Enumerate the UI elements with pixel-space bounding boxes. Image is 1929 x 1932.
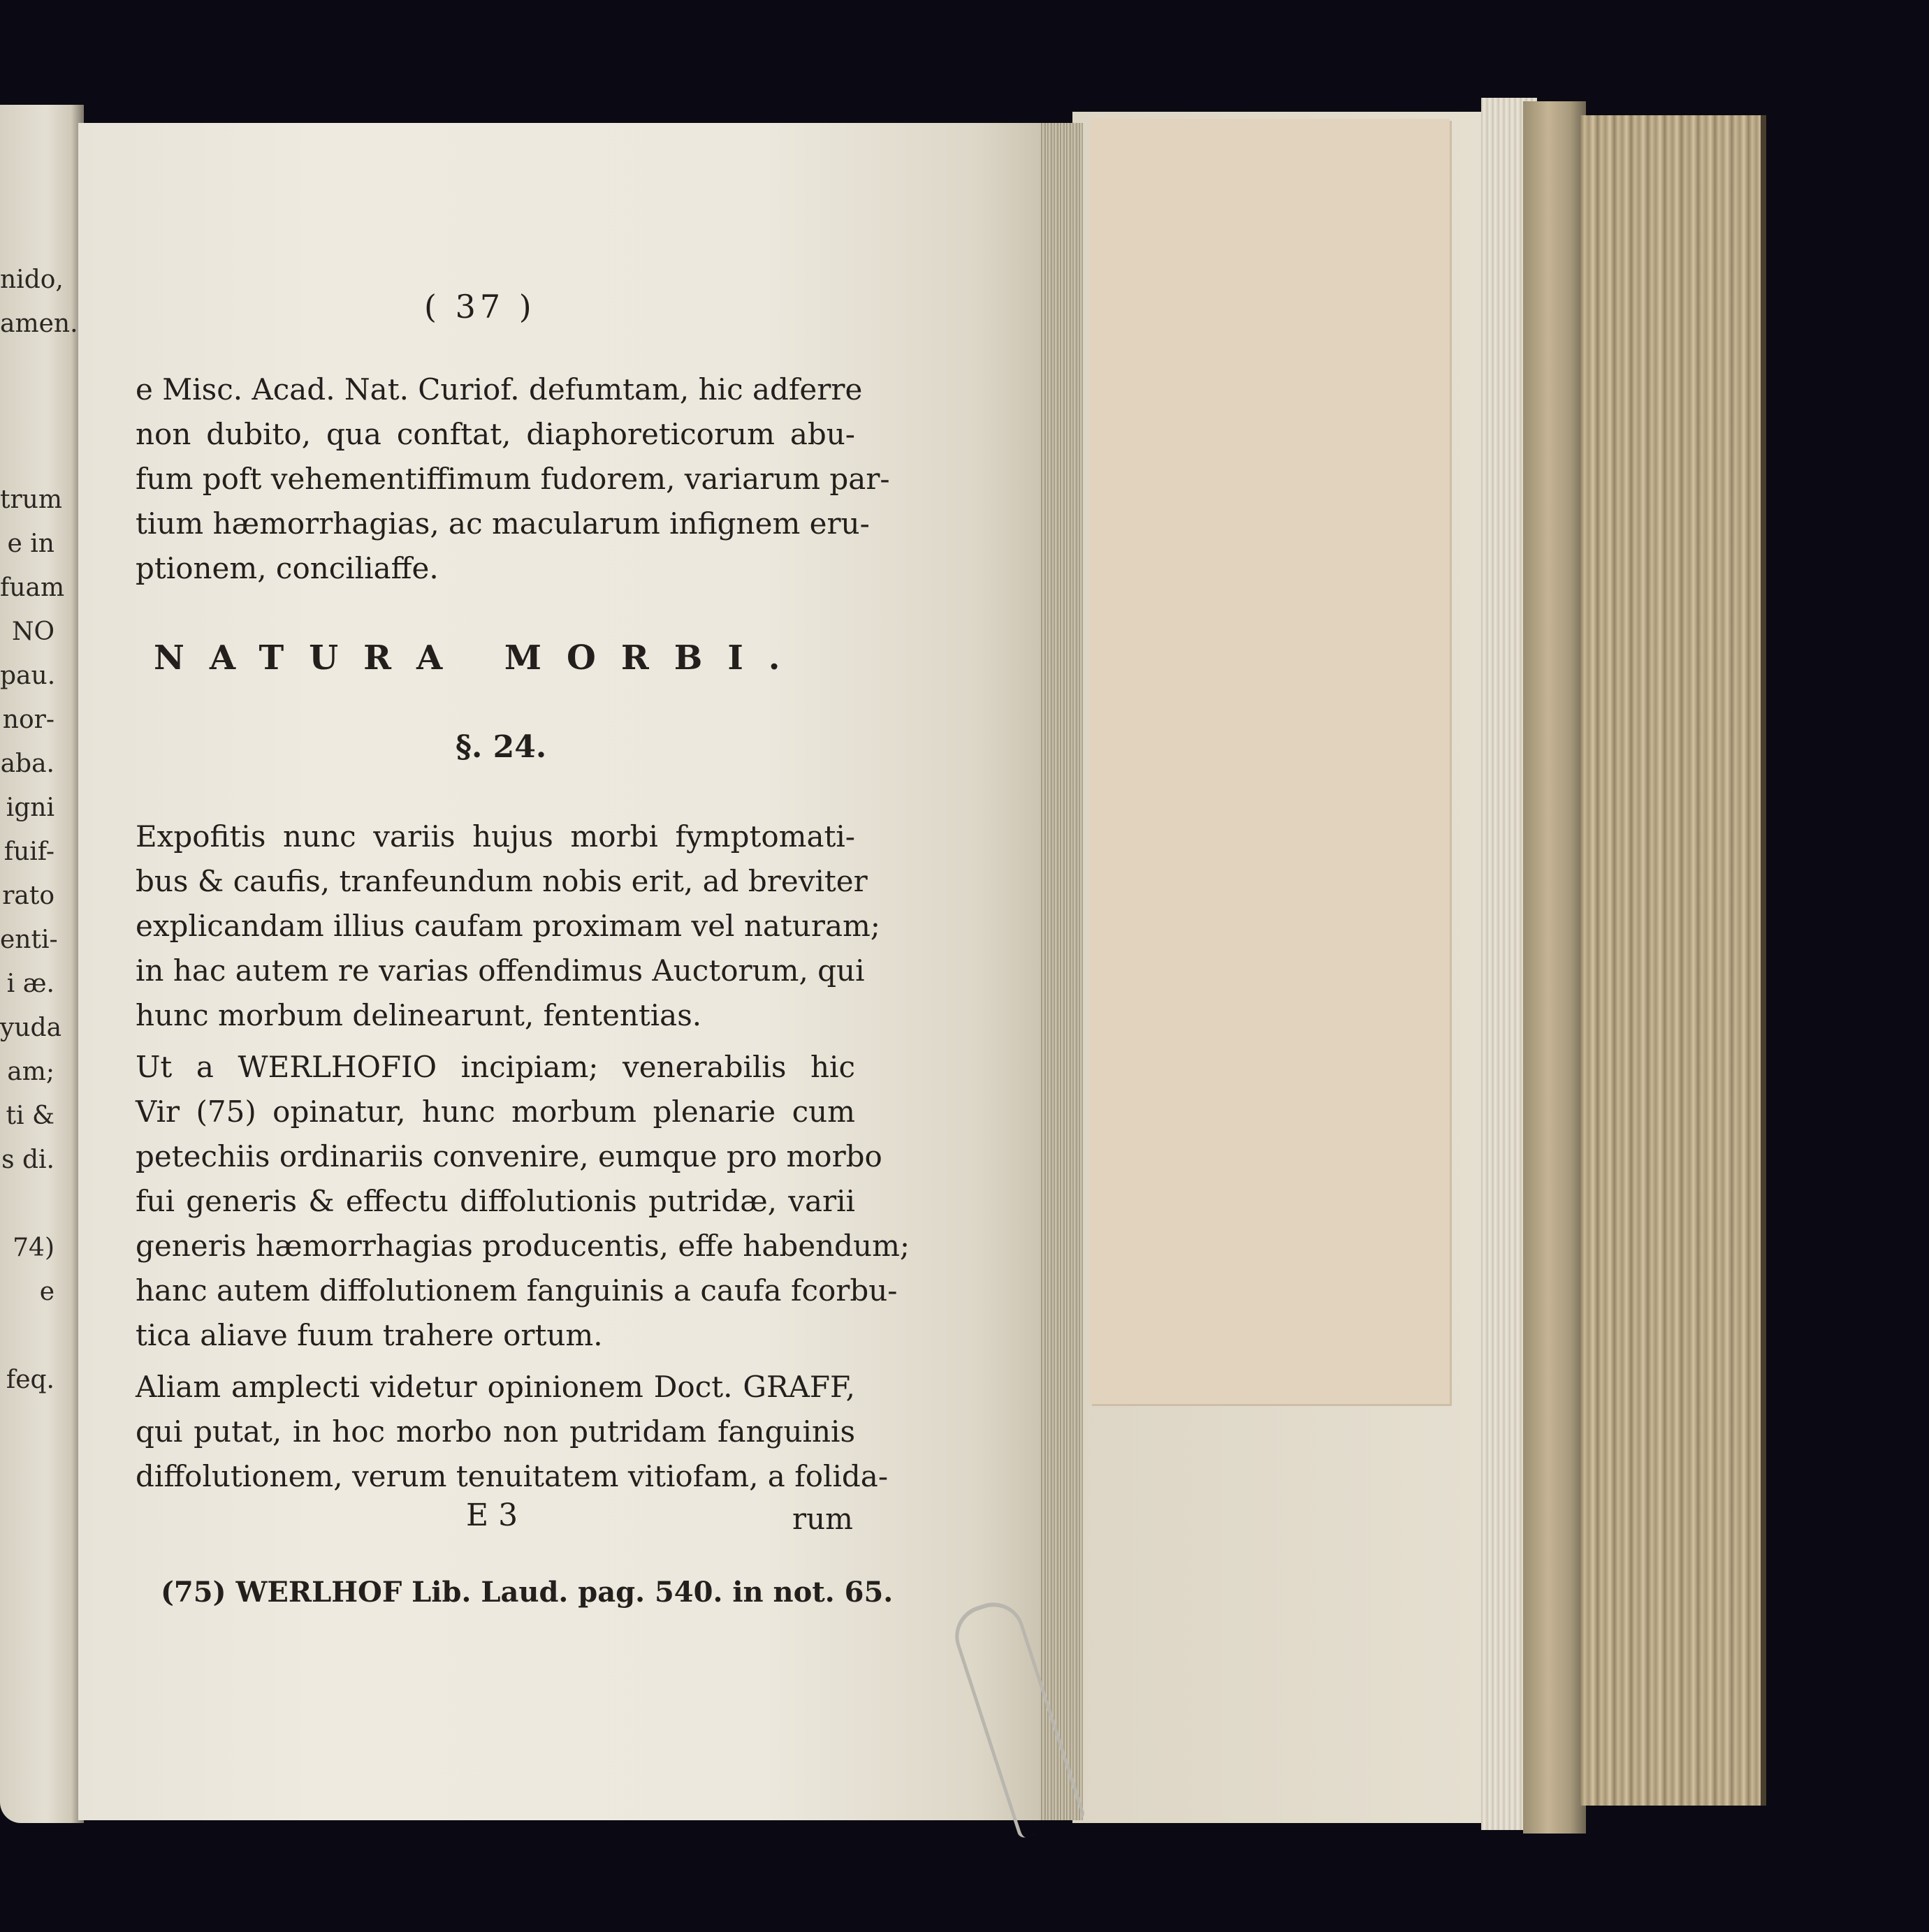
left-page-line-fragment: rato (2, 881, 54, 910)
text-line: fui generis & effectu diffolutionis putridæ, varii (136, 1184, 855, 1218)
text-line: Expofitis nunc variis hujus morbi fymptomati- (136, 819, 855, 854)
left-page-line-fragment: e (39, 1278, 54, 1306)
text-line: bus & caufis, tranfeundum nobis erit, ad breviter (136, 864, 868, 898)
text-line: Aliam amplecti videtur opinionem Doct. GRAFF, (136, 1370, 855, 1404)
left-page-line-fragment: fuam (0, 573, 65, 602)
text-line: Vir (75) opinatur, hunc morbum plenarie cum (136, 1095, 855, 1129)
left-page-line-fragment: feq. (6, 1366, 54, 1394)
text-line: hanc autem diffolutionem fanguinis a caufa fcorbu- (136, 1273, 898, 1308)
left-page-line-fragment: nido, (0, 265, 64, 294)
cover-board-edge (1523, 101, 1586, 1834)
left-page-line-fragment: am; (7, 1058, 54, 1086)
page-number: ( 37 ) (424, 288, 536, 325)
left-page-line-fragment: 74) (13, 1234, 54, 1262)
text-line: fum poft vehementiffimum fudorem, variarum par- (136, 462, 890, 496)
section-heading: NATURA MORBI. (154, 638, 806, 678)
section-number: §. 24. (456, 729, 547, 765)
left-page-line-fragment: s di. (1, 1146, 54, 1174)
left-page-line-fragment: nor- (2, 705, 54, 734)
printed-page (78, 123, 1055, 1820)
left-page-line-fragment: amen. (0, 309, 78, 338)
left-page-line-fragment: i æ. (6, 969, 54, 998)
text-line: ptionem, conciliaffe. (136, 551, 439, 585)
left-page-line-fragment: enti- (0, 925, 58, 954)
left-page-line-fragment: e in (7, 529, 54, 558)
text-line: tium hæmorrhagias, ac macularum infignem eru- (136, 506, 870, 541)
left-page-line-fragment: pau. (0, 661, 56, 690)
signature-mark: E 3 (466, 1498, 518, 1533)
left-page-line-fragment: igni (6, 793, 54, 822)
left-page-line-fragment: trum (0, 485, 62, 514)
left-page-line-fragment: NO (11, 617, 54, 646)
text-line: tica aliave fuum trahere ortum. (136, 1318, 603, 1352)
book-spine (1580, 115, 1766, 1806)
text-line: explicandam illius caufam proximam vel naturam; (136, 909, 880, 943)
left-page-line-fragment: yuda (0, 1013, 62, 1042)
left-page-line-fragment: ti & (6, 1102, 54, 1130)
text-line: qui putat, in hoc morbo non putridam fanguinis (136, 1414, 855, 1449)
left-page-line-fragment: aba. (0, 749, 54, 778)
text-line: diffolutionem, verum tenuitatem vitiofam, a folida- (136, 1459, 889, 1493)
footnote: (75) WERLHOF Lib. Laud. pag. 540. in not. 65. (161, 1576, 894, 1609)
inserted-paper-slip (1090, 119, 1450, 1404)
text-line: in hac autem re varias offendimus Auctorum, qui (136, 953, 865, 988)
text-line: non dubito, qua conftat, diaphoreticorum abu- (136, 417, 855, 451)
left-facing-page (0, 105, 84, 1823)
catchword: rum (792, 1502, 853, 1536)
text-line: Ut a WERLHOFIO incipiam; venerabilis hic (136, 1050, 855, 1084)
text-line: petechiis ordinariis convenire, eumque pro morbo (136, 1139, 882, 1173)
text-line: e Misc. Acad. Nat. Curiof. defumtam, hic adferre (136, 372, 863, 407)
left-page-line-fragment: fuif- (3, 837, 54, 866)
text-line: hunc morbum delinearunt, fententias. (136, 998, 702, 1032)
text-line: generis hæmorrhagias producentis, effe habendum; (136, 1229, 910, 1263)
page-block-edge (1041, 123, 1083, 1820)
